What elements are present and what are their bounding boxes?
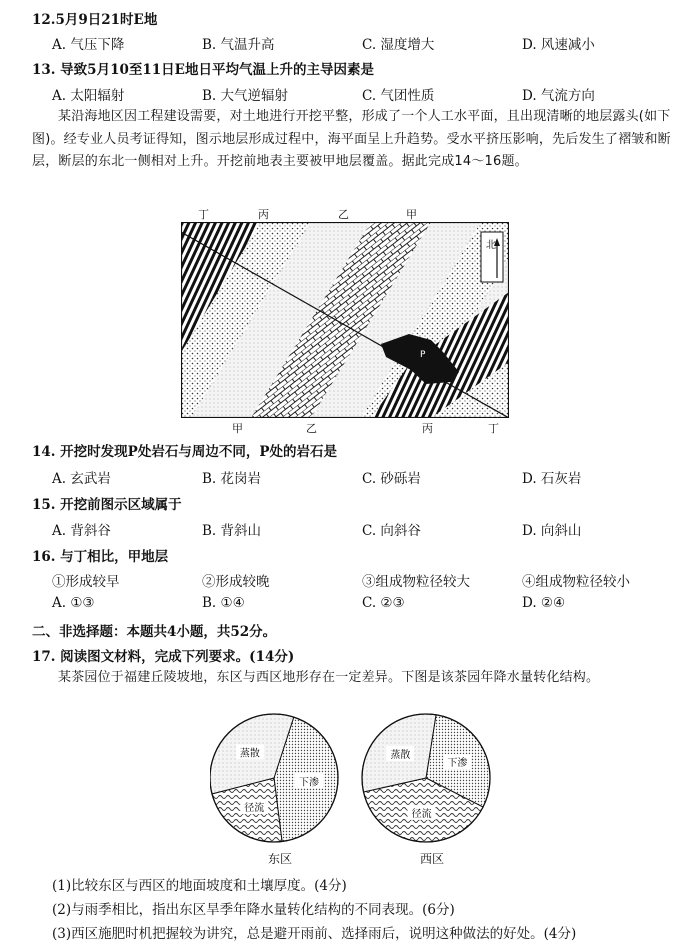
q17-passage: 某茶园位于福建丘陵坡地，东区与西区地形存在一定差异。下图是该茶园年降水量转化结构。 <box>58 670 600 685</box>
q17-sub2: (2)与雨季相比，指出东区旱季年降水量转化结构的不同表现。(6分) <box>52 902 455 918</box>
pie-label-0-2: 蒸散 <box>239 748 260 760</box>
map-bottom-label-bing: 丙 <box>422 422 433 435</box>
pie-label-1-2: 蒸散 <box>390 749 411 761</box>
q17-stem: 17. 阅读图文材料，完成下列要求。(14分) <box>32 649 295 665</box>
q16-choice-4: ④组成物粒径较小 <box>522 574 630 590</box>
q14-option-d[interactable]: D. 石灰岩 <box>522 471 582 487</box>
q16-option-c[interactable]: C. ②③ <box>362 595 405 611</box>
pie-label-1-0: 下渗 <box>447 758 468 770</box>
q15-options <box>52 519 672 539</box>
q16-choices <box>52 570 672 590</box>
q13-option-a[interactable]: A. 太阳辐射 <box>52 88 125 104</box>
passage-1: 某沿海地区因工程建设需要，对土地进行开挖平整，形成了一个人工水平面，且出现清晰的地层露头(如下图)。经专业人员考证得知，图示地层形成过程中，海平面呈上升趋势。受水平挤压影响，先后发生了褶皱和断层，断层的东北一侧相对上升。开挖前地表主要被甲地层覆盖。据此完成14～16题。 <box>32 109 671 169</box>
east-pie-title: 东区 <box>268 852 293 866</box>
q15-stem: 15. 开挖前图示区域属于 <box>32 497 182 513</box>
q17-sub1: (1)比较东区与西区的地面坡度和土壤厚度。(4分) <box>52 878 347 894</box>
q12-stem: 12.5月9日21时E地 <box>32 12 158 28</box>
pie-label-0-1: 径流 <box>244 803 265 815</box>
q12-option-d[interactable]: D. 风速减小 <box>522 37 595 53</box>
map-top-label-yi: 乙 <box>338 208 349 221</box>
q12-option-b[interactable]: B. 气温升高 <box>202 37 275 53</box>
q16-choice-2: ②形成较晚 <box>202 574 270 590</box>
q12-options <box>52 33 672 53</box>
q15-option-a[interactable]: A. 背斜谷 <box>52 523 111 539</box>
map-top-label-ding: 丁 <box>198 208 209 221</box>
q13-options <box>52 84 672 104</box>
west-pie-title: 西区 <box>420 852 445 866</box>
q16-stem: 16. 与丁相比，甲地层 <box>32 549 169 565</box>
north-label: 北 <box>486 240 496 251</box>
q14-options <box>52 467 672 487</box>
q14-stem: 14. 开挖时发现P处岩石与周边不同，P处的岩石是 <box>32 444 337 460</box>
q16-choice-3: ③组成物粒径较大 <box>362 574 470 590</box>
q14-option-a[interactable]: A. 玄武岩 <box>52 471 111 487</box>
pie-label-1-1: 径流 <box>411 808 432 820</box>
q13-option-b[interactable]: B. 大气逆辐射 <box>202 88 289 104</box>
geologic-map <box>181 222 509 418</box>
map-top-label-jia: 甲 <box>406 208 417 221</box>
q14-option-c[interactable]: C. 砂砾岩 <box>362 471 421 487</box>
q15-option-c[interactable]: C. 向斜谷 <box>362 523 421 539</box>
q12-option-a[interactable]: A. 气压下降 <box>52 37 125 53</box>
q14-option-b[interactable]: B. 花岗岩 <box>202 471 262 487</box>
q13-stem: 13. 导致5月10至11日E地日平均气温上升的主导因素是 <box>32 62 374 78</box>
q16-option-a[interactable]: A. ①③ <box>52 595 95 611</box>
q12-option-c[interactable]: C. 湿度增大 <box>362 37 435 53</box>
pie-label-0-0: 下渗 <box>299 777 320 789</box>
section-2-heading: 二、非选择题：本题共4小题，共52分。 <box>32 624 277 640</box>
q16-option-d[interactable]: D. ②④ <box>522 595 566 611</box>
map-bottom-label-yi: 乙 <box>306 422 317 435</box>
q15-option-d[interactable]: D. 向斜山 <box>522 523 582 539</box>
q15-option-b[interactable]: B. 背斜山 <box>202 523 262 539</box>
q13-option-d[interactable]: D. 气流方向 <box>522 88 595 104</box>
q16-options <box>52 595 672 615</box>
q17-sub3: (3)西区施肥时机把握较为讲究，总是避开雨前、选择雨后，说明这种做法的好处。(4分) <box>52 926 577 942</box>
map-bottom-label-ding: 丁 <box>488 422 499 435</box>
map-top-label-bing: 丙 <box>258 208 269 221</box>
q16-choice-1: ①形成较早 <box>52 574 120 590</box>
pie-charts <box>210 710 500 860</box>
point-p-label: P <box>420 350 426 360</box>
map-bottom-label-jia: 甲 <box>232 422 243 435</box>
q13-option-c[interactable]: C. 气团性质 <box>362 88 435 104</box>
q16-option-b[interactable]: B. ①④ <box>202 595 245 611</box>
